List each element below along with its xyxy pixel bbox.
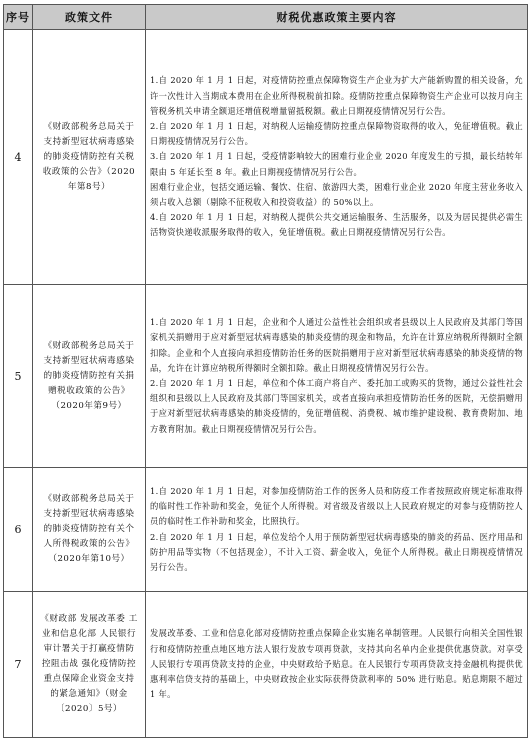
table-row	[4, 285, 528, 468]
content-paragraph: 困难行业企业，包括交通运输、餐饮、住宿、旅游四大类，困难行业企业 2020 年度主营业务收入须占收入总额（剔除不征税收入和投资收益）的 50%以上。	[150, 181, 523, 207]
row-number: 7	[4, 592, 33, 738]
policy-content	[146, 285, 528, 468]
policy-table	[3, 4, 528, 738]
policy-content	[146, 468, 528, 592]
table-row	[4, 30, 528, 285]
table-header-row	[4, 5, 528, 30]
content-paragraph: 4.自 2020 年 1 月 1 日起，对纳税人提供公共交通运输服务、生活服务，以及为居民提供必需生活物资快递收派服务取得的收入，免征增值税。截止日期视疫情情况另行公告。	[150, 212, 523, 238]
policy-content	[146, 30, 528, 285]
content-paragraph: 2.自 2020 年 1 月 1 日起，对纳税人运输疫情防控重点保障物资取得的收入，免征增值税。截止日期视疫情情况另行公告。	[150, 120, 523, 147]
policy-content	[146, 592, 528, 738]
policy-document: 《财政部 发展改革委 工业和信息化部 人民银行 审计署关于打赢疫情防控阻击战 强化疫情防控重点保障企业资金支持的紧急通知》（财金〔2020〕5号）	[33, 592, 146, 738]
row-number: 5	[4, 285, 33, 468]
content-paragraph: 3.自 2020 年 1 月 1 日起，受疫情影响较大的困难行业企业 2020 年度发生的亏损，最长结转年限由 5 年延长至 8 年。截止日期视疫情情况另行公告。	[150, 151, 523, 177]
table-row	[4, 592, 528, 738]
policy-document: 《财政部税务总局关于支持新型冠状病毒感染的肺炎疫情防控有关捐赠税收政策的公告》（2020年第9号）	[33, 285, 146, 468]
content-paragraph: 发展改革委、工业和信息化部对疫情防控重点保障企业实施名单制管理。人民银行向相关全国性银行和疫情防控重点地区地方法人银行发放专项再贷款，支持其向名单内企业提供优惠贷款。对享受人民银行专项再贷款支持的企业，中央财政给予贴息。在人民银行专项再贷款支持金融机构提供优惠利率信贷支持的基础上，中央财政按企业实际获得贷款利率的 50% 进行贴息。贴息期限不超过 1 年。	[150, 628, 523, 700]
row-number: 6	[4, 468, 33, 592]
row-number: 4	[4, 30, 33, 285]
table-row	[4, 468, 528, 592]
content-paragraph: 1.自 2020 年 1 月 1 日起，对参加疫情防治工作的医务人员和防疫工作者按照政府规定标准取得的临时性工作补助和奖金，免征个人所得税。对省级及省级以上人民政府规定的对参与疫情防控人员的临时性工作补助和奖金，比照执行。	[150, 485, 523, 527]
content-paragraph: 2.自 2020 年 1 月 1 日起，单位发给个人用于预防新型冠状病毒感染的肺炎的药品、医疗用品和防护用品等实物（不包括现金），不计入工资、薪金收入，免征个人所得税。截止日期视疫情情况另行公告。	[150, 531, 523, 572]
content-paragraph: 1.自 2020 年 1 月 1 日起，对疫情防控重点保障物资生产企业为扩大产能新购置的相关设备，允许一次性计入当期成本费用在企业所得税税前扣除。疫情防控重点保障物资生产企业可以按月向主管税务机关申请全额退还增值税增量留抵税额。截止日期视疫情情况另行公告。	[150, 75, 523, 116]
content-paragraph: 1.自 2020 年 1 月 1 日起，企业和个人通过公益性社会组织或者县级以上人民政府及其部门等国家机关捐赠用于应对新型冠状病毒感染的肺炎疫情的现金和物品，允许在计算应纳税所得额时全额扣除。企业和个人直接向承担疫情防治任务的医院捐赠用于应对新型冠状病毒感染的肺炎疫情的物品，允许在计算应纳税所得额时全额扣除。截止日期视疫情情况另行公告。	[150, 317, 523, 373]
header-policy: 政策文件	[33, 5, 146, 30]
header-no: 序号	[4, 5, 33, 30]
policy-document: 《财政部税务总局关于支持新型冠状病毒感染的肺炎疫情防控有关个人所得税政策的公告》（2020年第10号）	[33, 468, 146, 592]
policy-document: 《财政部税务总局关于支持新型冠状病毒感染的肺炎疫情防控有关税收政策的公告》（2020年第8号）	[33, 30, 146, 285]
header-content: 财税优惠政策主要内容	[146, 5, 528, 30]
content-paragraph: 2.自 2020 年 1 月 1 日起，单位和个体工商户将自产、委托加工或购买的货物，通过公益性社会组织和县级以上人民政府及其部门等国家机关，或者直接向承担疫情防治任务的医院，无偿捐赠用于应对新型冠状病毒感染的肺炎疫情的，免征增值税、消费税、城市维护建设税、教育费附加、地方教育附加。截止日期视疫情情况另行公告。	[150, 378, 523, 434]
